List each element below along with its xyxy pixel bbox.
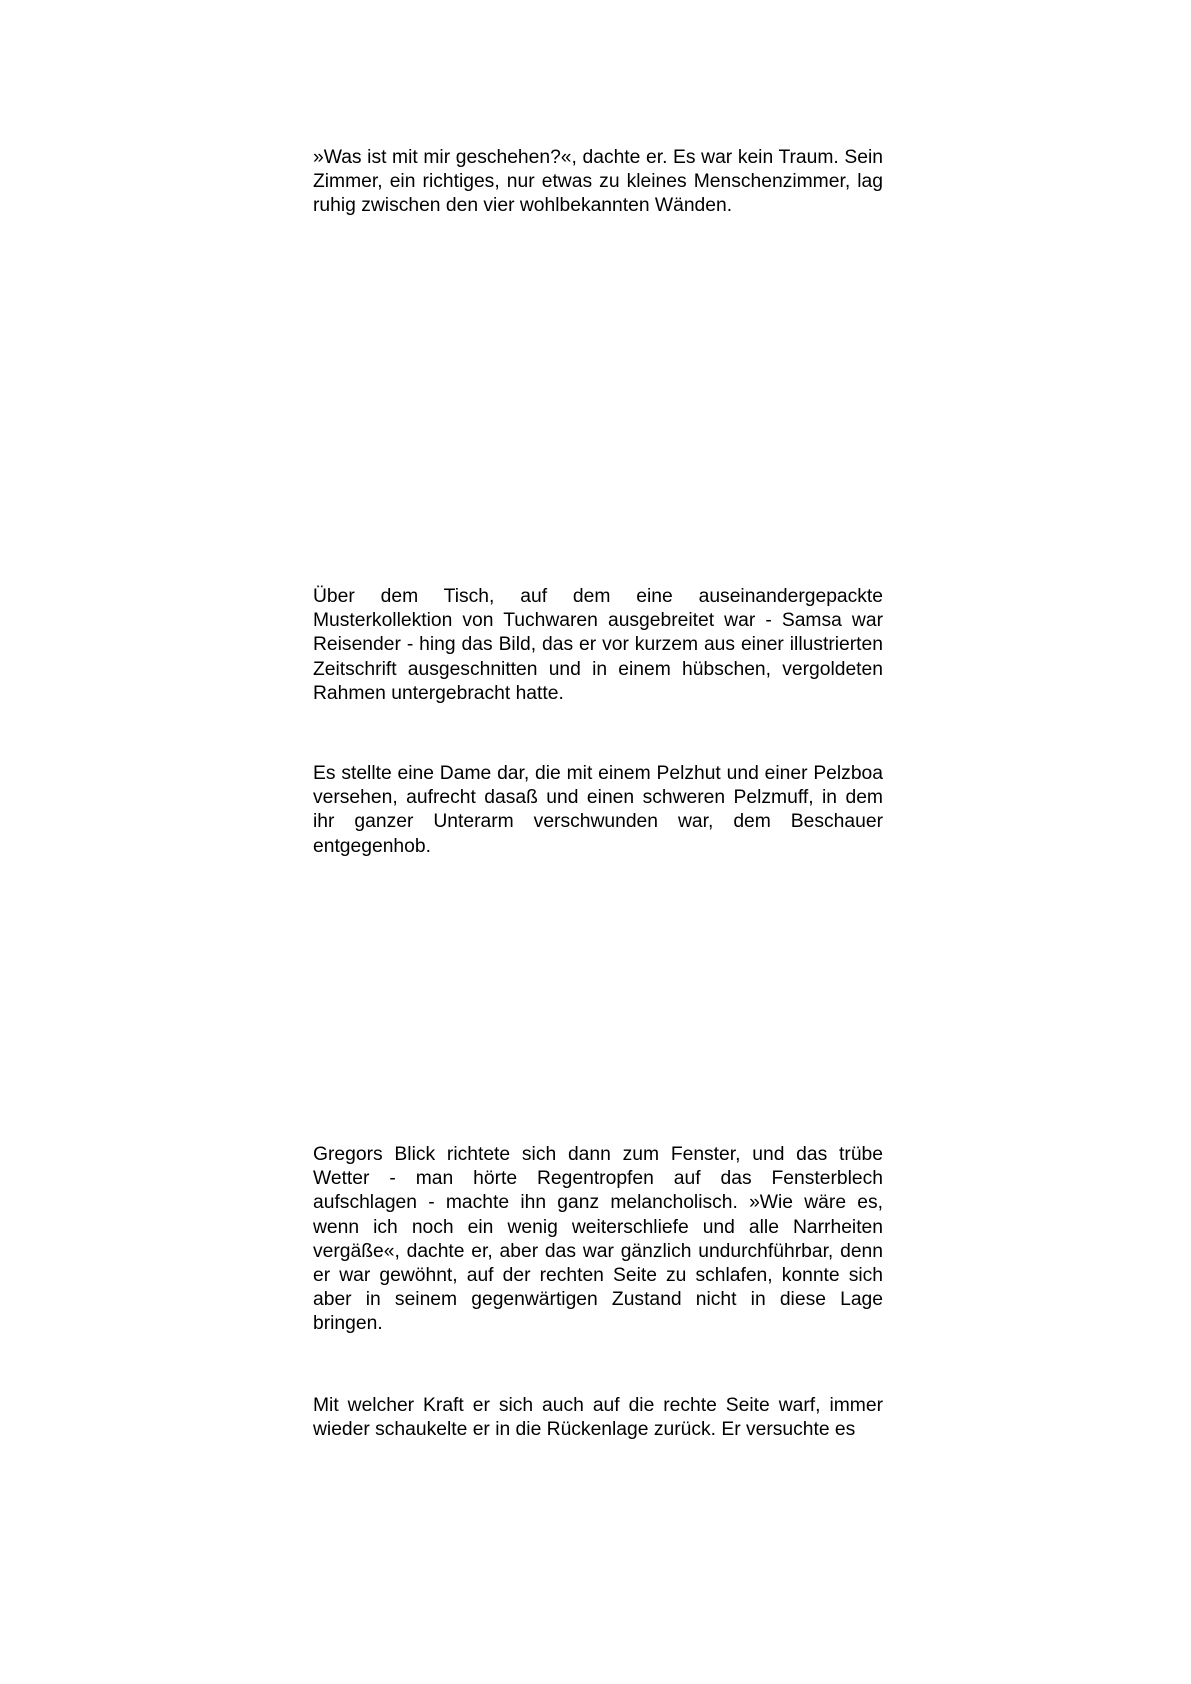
- paragraph: »Was ist mit mir geschehen?«, dachte er. Es war kein Traum. Sein Zimmer, ein richtiges, nur etwas zu kleines Menschenzimmer, lag ruhig zwischen den vier wohlbekannten Wänden.: [313, 147, 883, 217]
- paragraph: Gregors Blick richtete sich dann zum Fenster, und das trübe Wetter - man hörte Regentropfen auf das Fensterblech aufschlagen - machte ihn ganz melancholisch. »Wie wäre es, wenn ich noch ein wenig weiterschliefe und alle Narrheiten vergäße«, dachte er, aber das war gänzlich undurchführbar, denn er war gewöhnt, auf der rechten Seite zu schlafen, konnte sich aber in seinem gegenwärtigen Zustand nicht in diese Lage bringen.: [313, 1144, 883, 1335]
- paragraph: Über dem Tisch, auf dem eine auseinandergepackte Musterkollektion von Tuchwaren ausgebreitet war - Samsa war Reisender - hing das Bild, das er vor kurzem aus einer illustrierten Zeitschrift ausgeschnitten und in einem hübschen, vergoldeten Rahmen untergebracht hatte.: [313, 586, 883, 704]
- paragraph: Es stellte eine Dame dar, die mit einem Pelzhut und einer Pelzboa versehen, aufrecht dasaß und einen schweren Pelzmuff, in dem ihr ganzer Unterarm verschwunden war, dem Beschauer entgegenhob.: [313, 763, 883, 857]
- paragraph: Mit welcher Kraft er sich auch auf die rechte Seite warf, immer wieder schaukelte er in die Rückenlage zurück. Er versuchte es: [313, 1395, 883, 1441]
